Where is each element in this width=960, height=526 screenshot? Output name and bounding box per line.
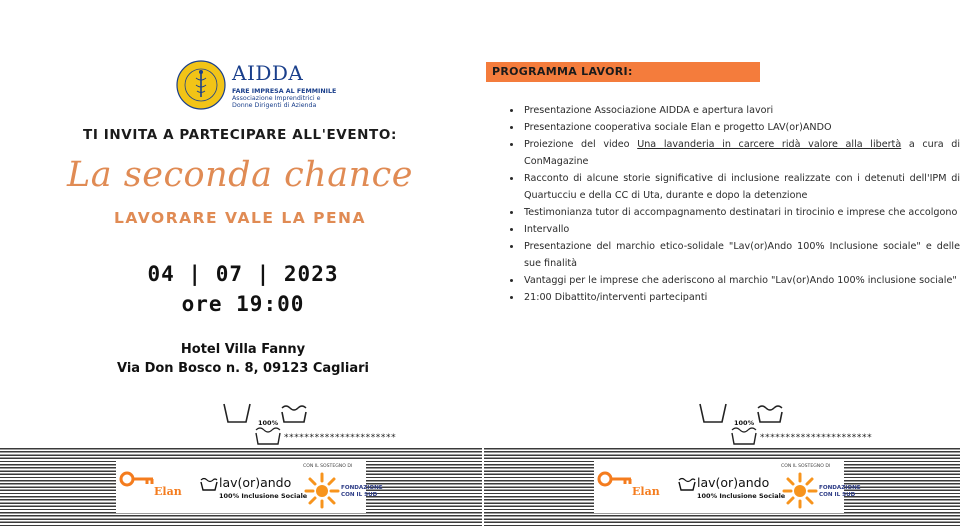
event-venue: Hotel Villa Fanny (180, 342, 306, 357)
aidda-subline-2: Donne Dirigenti di Azienda (232, 102, 317, 109)
event-subtitle: LAVORARE VALE LA PENA (113, 209, 367, 227)
aidda-name: AIDDA (232, 61, 304, 85)
lavorando-logo-text: lav(or)ando (219, 475, 292, 490)
sun-icon (782, 471, 818, 509)
key-icon (119, 470, 155, 492)
partner-logos-right (594, 461, 861, 513)
event-address: Via Don Bosco n. 8, 09123 Cagliari (117, 361, 369, 376)
aidda-seal-icon (176, 60, 226, 110)
fondazione-caption: CON IL SOSTEGNO DI (781, 464, 831, 469)
program-list (510, 102, 960, 306)
key-icon (597, 470, 633, 492)
program-item: • Intervallo (522, 221, 960, 238)
program-item: • Presentazione del marchio etico-solidale "Lav(or)Ando 100% Inclusione sociale" e delle sue finalità (522, 238, 960, 272)
event-title: La seconda chance (67, 155, 413, 195)
partner-logos-left (116, 461, 383, 513)
program-item: • Racconto di alcune storie significative di inclusione realizzate con i detenuti dell'IPM di Quartucciu e della CC di Uta, durante e dopo la detenzione (522, 170, 960, 204)
program-item: • Presentazione cooperativa sociale Elan e progetto LAV(or)ANDO (522, 119, 960, 136)
laundry-dots: ********************** (284, 433, 397, 443)
laundry-percent: 100% (734, 419, 755, 427)
program-header (486, 62, 760, 82)
fondazione-logo-text (341, 485, 383, 498)
sun-icon (304, 471, 340, 509)
laundry-dots: ********************** (760, 433, 873, 443)
lavorando-sub: 100% Inclusione Sociale (697, 492, 786, 500)
program-item: • Testimonianza tutor di accompagnamento destinatari in tirocinio e imprese che accolgono (522, 204, 960, 221)
lavorando-logo-text: lav(or)ando (697, 475, 770, 490)
elan-logo-text: Elan (154, 485, 182, 498)
aidda-subline-1: Associazione Imprenditrici e (232, 95, 321, 102)
washtub-icon (200, 477, 218, 491)
fondazione-line-2: CON IL SUD (341, 491, 378, 498)
fondazione-caption: CON IL SOSTEGNO DI (303, 464, 353, 469)
program-item: • 21:00 Dibattito/interventi partecipanti (522, 289, 960, 306)
aidda-logo (176, 60, 337, 114)
lavorando-sub: 100% Inclusione Sociale (219, 492, 308, 500)
program-item: • Presentazione Associazione AIDDA e apertura lavori (522, 102, 960, 119)
laundry-percent: 100% (258, 419, 279, 427)
elan-logo-text: Elan (632, 485, 660, 498)
program-item (522, 136, 960, 170)
fondazione-line-1: FONDAZIONE (819, 485, 861, 491)
program-item-text: Proiezione del video (524, 139, 638, 150)
fondazione-logo-text (819, 485, 861, 498)
invite-text: TI INVITA A PARTECIPARE ALL'EVENTO: (83, 127, 397, 143)
program-item: • Vantaggi per le imprese che aderiscono al marchio "Lav(or)Ando 100% inclusione sociale" (522, 272, 960, 289)
program-title: PROGRAMMA LAVORI: (492, 65, 633, 78)
fondazione-line-2: CON IL SUD (819, 491, 856, 498)
event-time: ore 19:00 (181, 292, 305, 316)
washtub-icon (678, 477, 696, 491)
program-item-text: a cura di ConMagazine (524, 139, 960, 167)
fondazione-line-1: FONDAZIONE (341, 485, 383, 491)
aidda-tagline: FARE IMPRESA AL FEMMINILE (232, 88, 337, 95)
video-title-link[interactable]: Una lavanderia in carcere ridà valore alla libertà (637, 139, 902, 150)
event-date: 04 | 07 | 2023 (147, 262, 339, 286)
